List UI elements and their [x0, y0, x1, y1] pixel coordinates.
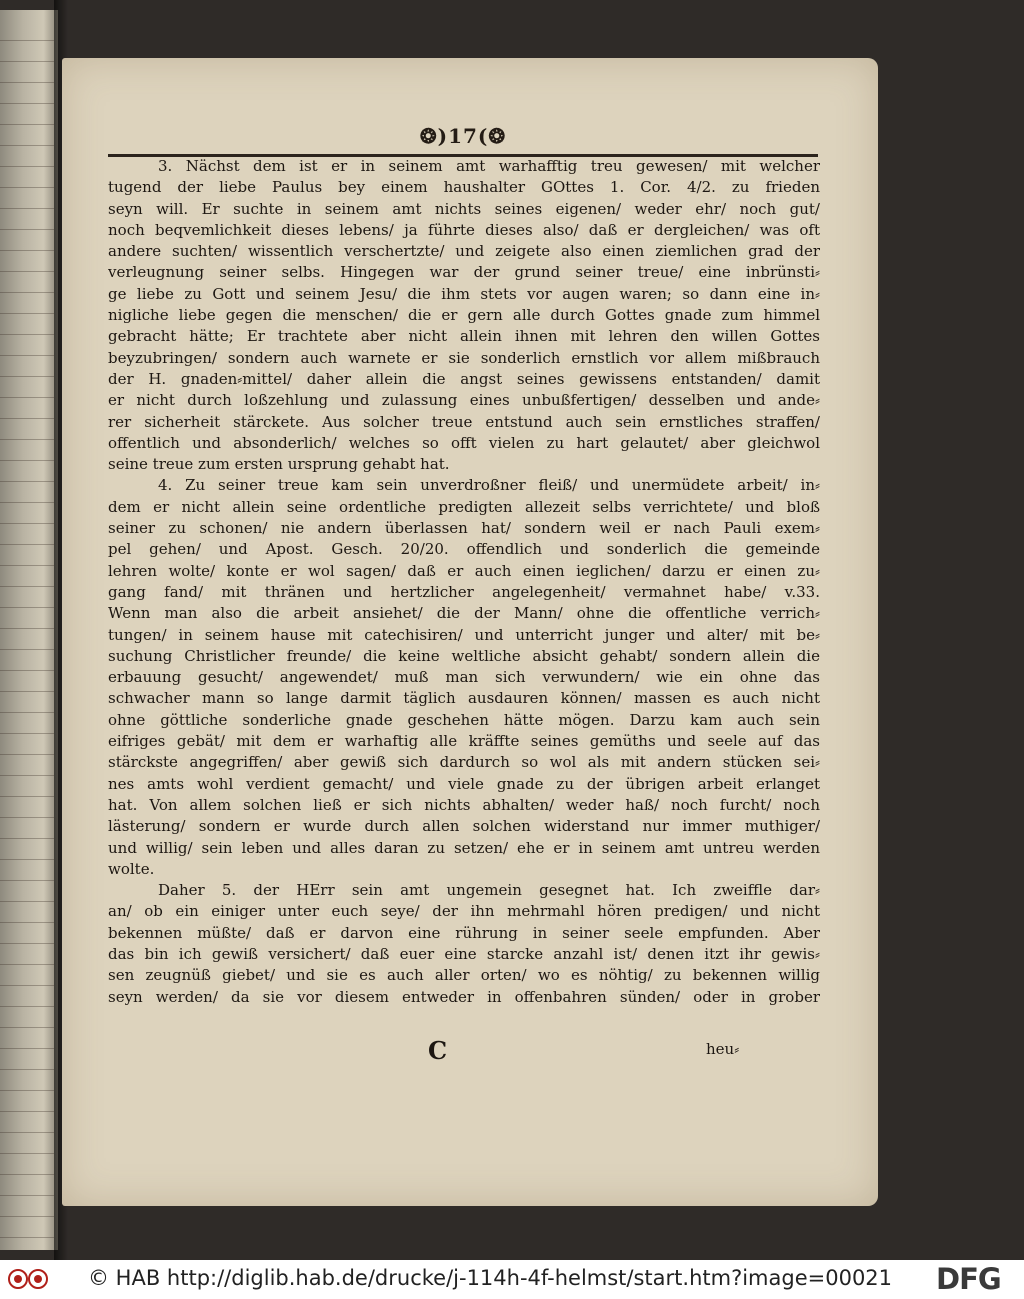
facing-page-text-trace: [0, 817, 54, 818]
copyright-url[interactable]: © HAB http://diglib.hab.de/drucke/j-114h-4f-helmst/start.htm?image=00021: [88, 1266, 893, 1290]
facing-page-text-trace: [0, 439, 54, 440]
facing-page-text-trace: [0, 82, 54, 83]
text-line: erbauung gesucht/ angewendet/ muß man sich verwundern/ wie ein ohne das: [108, 668, 820, 687]
text-line: nes amts wohl verdient gemacht/ und viele gnade zu der übrigen arbeit erlanget: [108, 774, 820, 793]
facing-page-text-trace: [0, 943, 54, 944]
text-line: tugend der liebe Paulus bey einem haushalter GOttes 1. Cor. 4/2. zu frieden: [108, 178, 820, 197]
facing-page-edge: [0, 10, 58, 1250]
text-line: seyn werden/ da sie vor diesem entweder in offenbahren sünden/ oder in grober: [108, 987, 820, 1006]
facing-page-text-trace: [0, 145, 54, 146]
facing-page-text-trace: [0, 1153, 54, 1154]
text-line: an/ ob ein einiger unter euch seye/ der ihn mehrmahl hören predigen/ und nicht: [108, 902, 820, 921]
facing-page-text-trace: [0, 376, 54, 377]
facing-page-text-trace: [0, 1216, 54, 1217]
text-line: pel gehen/ und Apost. Gesch. 20/20. offendlich und sonderlich die gemeinde: [108, 540, 820, 559]
facing-page-text-trace: [0, 187, 54, 188]
text-line: der H. gnaden⸗mittel/ daher allein die angst seines gewissens entstanden/ damit: [108, 369, 820, 388]
text-line: lästerung/ sondern er wurde durch allen solchen widerstand nur immer muthiger/: [108, 817, 820, 836]
text-line: sen zeugnüß giebet/ und sie es auch aller orten/ wo es nöhtig/ zu bekennen willig: [108, 966, 820, 985]
facing-page-text-trace: [0, 313, 54, 314]
facing-page-text-trace: [0, 103, 54, 104]
facing-page-text-trace: [0, 628, 54, 629]
text-line: eifriges gebät/ mit dem er warhaftig alle kräffte seines gemüths und seele auf das: [108, 732, 820, 751]
text-line: offentlich und absonderlich/ welches so offt vielen zu hart gelautet/ aber gleichwol: [108, 433, 820, 452]
facing-page-text-trace: [0, 712, 54, 713]
text-line: seine treue zum ersten ursprung gehabt hat.: [108, 455, 450, 474]
text-line: ge liebe zu Gott und seinem Jesu/ die ihm stets vor augen waren; so dann eine in⸗: [108, 284, 820, 303]
text-line: Daher 5. der HErr sein amt ungemein gesegnet hat. Ich zweiffle dar⸗: [158, 881, 820, 900]
facing-page-text-trace: [0, 418, 54, 419]
signature-mark: C: [428, 1036, 448, 1065]
text-line: suchung Christlicher freunde/ die keine weltliche absicht gehabt/ sondern allein die: [108, 646, 820, 665]
facing-page-text-trace: [0, 1237, 54, 1238]
book-page: [62, 58, 878, 1206]
facing-page-text-trace: [0, 61, 54, 62]
facing-page-text-trace: [0, 649, 54, 650]
facing-page-text-trace: [0, 607, 54, 608]
text-line: das bin ich gewiß versichert/ daß euer eine starcke anzahl ist/ denen itzt ihr gewis⸗: [108, 944, 820, 963]
facing-page-text-trace: [0, 922, 54, 923]
facing-page-text-trace: [0, 124, 54, 125]
text-line: tungen/ in seinem hause mit catechisiren/ und unterricht junger und alter/ mit be⸗: [108, 625, 820, 644]
text-line: 3. Nächst dem ist er in seinem amt warhafftig treu gewesen/ mit welcher: [158, 157, 820, 175]
facing-page-text-trace: [0, 355, 54, 356]
text-line: beyzubringen/ sondern auch warnete er sie sonderlich ernstlich vor allem mißbrauch: [108, 348, 820, 367]
text-line: stärckste angegriffen/ aber gewiß sich dardurch so wol als mit andern stücken sei⸗: [108, 753, 820, 772]
facing-page-text-trace: [0, 271, 54, 272]
facing-page-text-trace: [0, 229, 54, 230]
text-body: [108, 156, 820, 1008]
text-line: ohne göttliche sonderliche gnade geschehen hätte mögen. Darzu kam auch sein: [108, 710, 820, 729]
text-line: rer sicherheit stärckete. Aus solcher treue entstund auch sein ernstliches straffen/: [108, 412, 820, 431]
facing-page-text-trace: [0, 397, 54, 398]
facing-page-text-trace: [0, 985, 54, 986]
catchword: heu⸗: [706, 1040, 740, 1058]
facing-page-text-trace: [0, 691, 54, 692]
facing-page-text-trace: [0, 1006, 54, 1007]
facing-page-text-trace: [0, 1090, 54, 1091]
text-line: gang fand/ mit thränen und hertzlicher angelegenheit/ vermahnet habe/ v.33.: [108, 582, 820, 601]
page-header: [108, 124, 818, 157]
text-line: andere suchten/ wissentlich verschertzte/ und zeigete also einen ziemlichen grad der: [108, 242, 820, 261]
facing-page-text-trace: [0, 586, 54, 587]
text-line: noch beqvemlichkeit dieses lebens/ ja führte dieses also/ daß er dergleichen/ was oft: [108, 220, 820, 239]
viewer-footer: [0, 1260, 1024, 1299]
text-line: nigliche liebe gegen die menschen/ die er gern alle durch Gottes gnade zum himmel: [108, 306, 820, 325]
facing-page-text-trace: [0, 880, 54, 881]
facing-page-text-trace: [0, 292, 54, 293]
page-number: ❂)17(❂: [419, 124, 507, 148]
facing-page-text-trace: [0, 523, 54, 524]
hab-seal-icon: [8, 1264, 48, 1294]
text-line: seiner zu schonen/ nie andern überlassen hat/ sondern weil er nach Pauli exem⸗: [108, 519, 820, 538]
facing-page-text-trace: [0, 1048, 54, 1049]
facing-page-text-trace: [0, 1111, 54, 1112]
facing-page-text-trace: [0, 796, 54, 797]
facing-page-text-trace: [0, 565, 54, 566]
text-line: verleugnung seiner selbs. Hingegen war der grund seiner treue/ eine inbrünsti⸗: [108, 263, 820, 282]
facing-page-text-trace: [0, 481, 54, 482]
facing-page-text-trace: [0, 1069, 54, 1070]
facing-page-text-trace: [0, 670, 54, 671]
facing-page-text-trace: [0, 544, 54, 545]
facing-page-text-trace: [0, 502, 54, 503]
text-line: bekennen müßte/ daß er darvon eine rührung in seiner seele empfunden. Aber: [108, 923, 820, 942]
text-line: seyn will. Er suchte in seinem amt nichts seines eigenen/ weder ehr/ noch gut/: [108, 199, 820, 218]
facing-page-text-trace: [0, 733, 54, 734]
facing-page-text-trace: [0, 1174, 54, 1175]
text-line: hat. Von allem solchen ließ er sich nichts abhalten/ weder haß/ noch furcht/ noch: [108, 795, 820, 814]
facing-page-text-trace: [0, 250, 54, 251]
facing-page-text-trace: [0, 838, 54, 839]
facing-page-text-trace: [0, 901, 54, 902]
text-line: schwacher mann so lange darmit täglich ausdauren können/ massen es auch nicht: [108, 689, 820, 708]
facing-page-text-trace: [0, 166, 54, 167]
text-line: wolte.: [108, 859, 155, 878]
text-line: lehren wolte/ konte er wol sagen/ daß er auch einen ieglichen/ darzu er einen zu⸗: [108, 561, 820, 580]
text-line: dem er nicht allein seine ordentliche predigten allezeit selbs verrichtete/ und bloß: [108, 497, 820, 516]
text-line: und willig/ sein leben und alles daran zu setzen/ ehe er in seinem amt untreu werden: [108, 838, 820, 857]
dfg-logo: DFG: [936, 1262, 1001, 1296]
text-line: gebracht hätte; Er trachtete aber nicht allein ihnen mit lehren den willen Gottes: [108, 327, 820, 346]
facing-page-text-trace: [0, 208, 54, 209]
facing-page-text-trace: [0, 460, 54, 461]
facing-page-text-trace: [0, 1027, 54, 1028]
facing-page-text-trace: [0, 1195, 54, 1196]
text-line: er nicht durch loßzehlung und zulassung eines unbußfertigen/ desselben und ande⸗: [108, 391, 820, 410]
facing-page-text-trace: [0, 775, 54, 776]
facing-page-text-trace: [0, 754, 54, 755]
facing-page-text-trace: [0, 40, 54, 41]
facing-page-text-trace: [0, 334, 54, 335]
facing-page-text-trace: [0, 1132, 54, 1133]
facing-page-text-trace: [0, 859, 54, 860]
text-line: Wenn man also die arbeit ansiehet/ die der Mann/ ohne die offentliche verrich⸗: [108, 604, 820, 623]
facing-page-text-trace: [0, 964, 54, 965]
text-line: 4. Zu seiner treue kam sein unverdroßner fleiß/ und unermüdete arbeit/ in⸗: [158, 476, 820, 495]
